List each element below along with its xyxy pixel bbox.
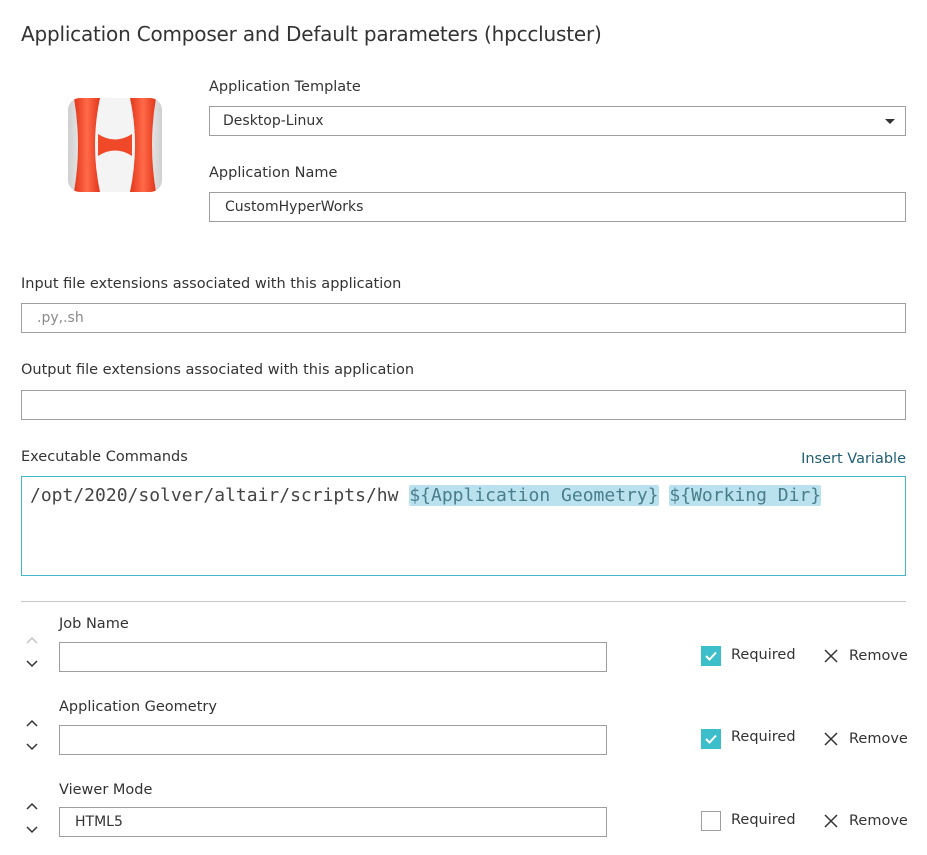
- move-up-button[interactable]: [24, 636, 40, 650]
- page-title: Application Composer and Default parameters (hpccluster): [21, 22, 602, 46]
- parameter-label: Job Name: [59, 616, 129, 632]
- required-checkbox[interactable]: [701, 811, 721, 831]
- move-down-button[interactable]: [24, 743, 40, 757]
- parameter-row: [0, 616, 927, 696]
- parameter-value-input[interactable]: [59, 725, 607, 755]
- checkmark-icon: [702, 730, 720, 748]
- command-text: /opt/2020/solver/altair/scripts/hw: [30, 485, 399, 506]
- application-name-input[interactable]: [209, 192, 906, 222]
- executable-commands-editor[interactable]: [21, 476, 906, 576]
- close-icon: [823, 813, 839, 829]
- application-template-select[interactable]: [209, 106, 906, 136]
- parameter-row: [0, 782, 927, 855]
- chevron-down-icon: [885, 119, 895, 124]
- chevron-up-icon: [26, 802, 38, 810]
- parameter-value-input[interactable]: [59, 807, 607, 837]
- output-extensions-label: Output file extensions associated with this application: [21, 362, 415, 378]
- input-extensions-input[interactable]: [21, 303, 906, 333]
- remove-label: Remove: [849, 731, 908, 747]
- move-up-button[interactable]: [24, 719, 40, 733]
- move-down-button[interactable]: [24, 660, 40, 674]
- executable-commands-label: Executable Commands: [21, 449, 188, 465]
- move-down-button[interactable]: [24, 826, 40, 840]
- application-name-label: Application Name: [209, 165, 338, 181]
- required-checkbox[interactable]: [701, 729, 721, 749]
- required-checkbox[interactable]: [701, 646, 721, 666]
- application-template-label: Application Template: [209, 79, 361, 95]
- required-label: Required: [731, 647, 796, 663]
- remove-button[interactable]: [823, 646, 908, 666]
- application-template-value: Desktop-Linux: [223, 113, 324, 129]
- close-icon: [823, 648, 839, 664]
- variable-chip[interactable]: ${Application Geometry}: [409, 485, 659, 506]
- parameter-label: Viewer Mode: [59, 782, 153, 798]
- remove-label: Remove: [849, 813, 908, 829]
- required-label: Required: [731, 812, 796, 828]
- variable-chip[interactable]: ${Working Dir}: [669, 485, 822, 506]
- input-extensions-label: Input file extensions associated with this application: [21, 276, 402, 292]
- chevron-down-icon: [26, 660, 38, 668]
- output-extensions-input[interactable]: [21, 390, 906, 420]
- move-up-button[interactable]: [24, 802, 40, 816]
- remove-button[interactable]: [823, 729, 908, 749]
- parameter-value-input[interactable]: [59, 642, 607, 672]
- hyperworks-logo-icon: [68, 98, 162, 192]
- parameter-label: Application Geometry: [59, 699, 217, 715]
- checkmark-icon: [702, 647, 720, 665]
- chevron-down-icon: [26, 743, 38, 751]
- section-divider: [21, 601, 906, 602]
- insert-variable-link[interactable]: Insert Variable: [801, 451, 906, 467]
- remove-label: Remove: [849, 648, 908, 664]
- chevron-up-icon: [26, 636, 38, 644]
- remove-button[interactable]: [823, 811, 908, 831]
- chevron-up-icon: [26, 719, 38, 727]
- close-icon: [823, 731, 839, 747]
- parameter-row: [0, 699, 927, 779]
- chevron-down-icon: [26, 826, 38, 834]
- required-label: Required: [731, 729, 796, 745]
